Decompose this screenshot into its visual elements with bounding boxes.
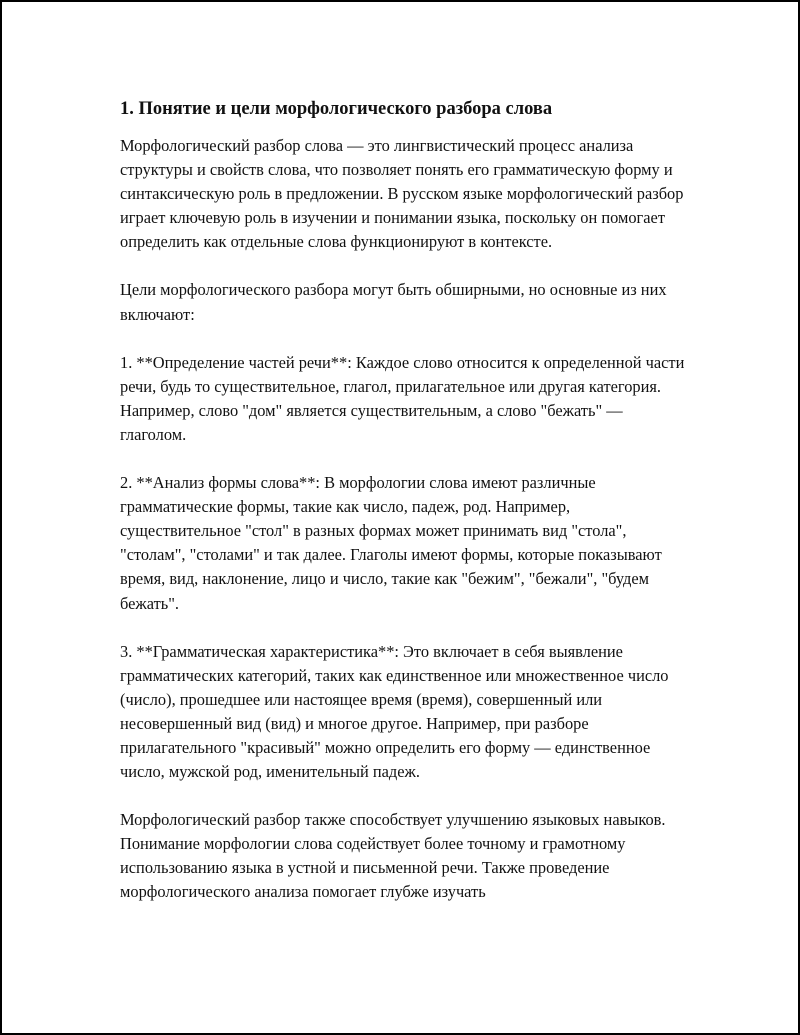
paragraph-goal-3: 3. **Грамматическая характеристика**: Это включает в себя выявление грамматических категорий, таких как единственное или множественное число (число), прошедшее или настоящее время (время), совершенный или несовершенный вид (вид) и многое другое. Например, при разборе прилагательного "красивый" можно определить его форму — единственное число, мужской род, именительный падеж. (120, 641, 669, 782)
paragraph-conclusion: Морфологический разбор также способствует улучшению языковых навыков. Понимание морфологии слова содействует более точному и грамотному использованию языка в устной и письменной речи. Также проведение морфологического анализа помогает глубже изучать (120, 810, 666, 902)
document-body (120, 96, 686, 929)
section-heading: 1. Понятие и цели морфологического разбора слова (120, 99, 553, 119)
paragraph-goal-2: 2. **Анализ формы слова**: В морфологии слова имеют различные грамматические формы, такие как число, падеж, род. Например, существительное "стол" в разных формах может принимать вид "стола", "столам", "столами" и так далее. Глаголы имеют формы, которые показывают время, вид, наклонение, лицо и число, такие как "бежим", "бежали", "будем бежать". (120, 473, 662, 613)
paragraph-intro: Морфологический разбор слова — это лингвистический процесс анализа структуры и свойств слова, что позволяет понять его грамматическую форму и синтаксическую роль в предложении. В русском языке морфологический разбор играет ключевую роль в изучении и понимании языка, поскольку он помогает определить как отдельные слова функционируют в контексте. (120, 136, 684, 252)
paragraph-goals-intro: Цели морфологического разбора могут быть обширными, но основные из них включают: (120, 280, 667, 324)
paragraph-goal-1: 1. **Определение частей речи**: Каждое слово относится к определенной части речи, будь то существительное, глагол, прилагательное или другая категория. Например, слово "дом" является существительным, а слово "бежать" — глаголом. (120, 352, 685, 444)
